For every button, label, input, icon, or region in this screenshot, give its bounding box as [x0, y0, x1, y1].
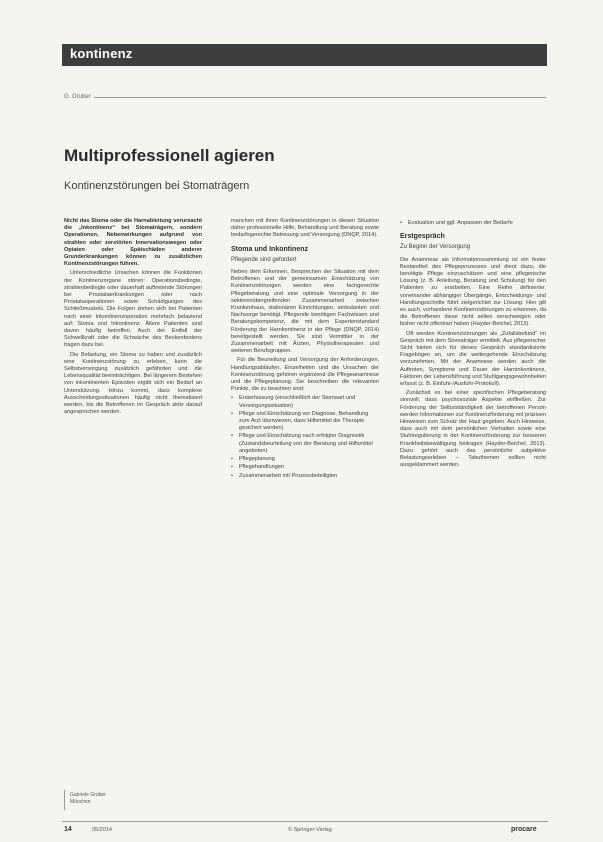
paragraph: Die Anamnese als Informationssammlung ist ein fester Bestandteil des Pflegeprozesses und dient dazu, die benötigte Pflege einzuschätzen und eine pflegerische Lösung (z. B. Anleitung, Beratung und Schulung) für den Patienten zu erarbeiten. Eine Reihe definierter, voneinander abhängiger Übergänge, Entscheidungs- und Handlungsschritte führt zielgerichtet zur Lösung. Hier gilt es auch, vorhandene Kontinenzstörungen zu erkennen, da die Betroffenen diese nicht selten verschweigen oder bisher nicht offenbart haben (Hayder-Beichel, 2013).	[400, 256, 546, 328]
list-item: • Pflege und Einschätzung vor Diagnose, Behandlung zum Arzt überwiesen, dass Hilfsmittel die Therapie gesichert werden)	[231, 411, 379, 433]
author-tag: G. Gruber	[64, 94, 91, 100]
bullet-list	[231, 395, 379, 479]
text-column-2	[231, 218, 379, 484]
article-title: Multiprofessionell agieren	[64, 146, 275, 165]
paragraph: manchen mit ihren Kontinenzstörungen in diesen Situation daher professionelle Hilfe, Behandlung und Beratung sowie bedarfsgerechte Betreuung und Versorgung (DNQP, 2014).	[231, 218, 379, 239]
journal-name: procare	[511, 826, 537, 833]
text-column-1	[64, 218, 202, 418]
issue-label: 05/2014	[92, 827, 112, 833]
section-heading: Stoma und Inkontinenz	[231, 245, 308, 253]
list-item: • Evaluation und ggf. Anpassen der Bedarfe	[400, 220, 546, 227]
section-subheading: Zu Beginn der Versorgung	[400, 244, 471, 251]
bullet-list	[400, 220, 546, 227]
author-place: München	[70, 798, 91, 805]
section-subheading: Pflegende sind gefordert	[231, 256, 297, 263]
paragraph: Für die Beurteilung und Versorgung der Anforderungen, Handlungsabläufen, Einzelheiten und die Ursachen der Kontinenzstörung gehören ergänzend die Pflegeanamnese und die Pflegeplanung. Sie beschreiben die relevanten Punkte, die zu beachten sind:	[231, 357, 379, 393]
publisher-label: © Springer-Verlag	[288, 827, 332, 833]
section-label: kontinenz	[70, 46, 133, 61]
lead-paragraph: Nicht das Stoma oder die Harnableitung verursacht die „Inkontinenz“ bei Stomaträgern, sondern Operationen, Nebenwirkungen aufgrund von strahlen oder zerstörten Innervationswegen oder Opiaten oder Spätschäden anderer Grunderkrankungen können zu zusätzlichen Kontinenzstörungen führen.	[64, 218, 202, 268]
list-item: • Ersterfassung (einschließlich der Stomaart und Versorgungssituation)	[231, 395, 379, 409]
paragraph: Oft werden Kontinenzstörungen als „Zufallsbefund“ im Gespräch mit dem Stomaträger ermittelt. Aus pflegerischer Sicht bieten sich für dieses Gespräch standardisierte Fragebögen an, um die weitergehende Einschätzung vorzunehmen. Mit der Anamnese werden auch die Auftreten, Symptome und Dauer der Harninkontinenz, Faktoren der Lebensführung und Stuhlgangsgewohnheiten erfasst (z. B. Einfuhr-/Ausfuhr-Protokoll).	[400, 330, 546, 388]
author-rule	[94, 97, 546, 98]
paragraph: Die Belastung, ein Stoma zu haben und zusätzlich eine Kontinenzstörung zu erleben, kann die Selbstversorgung zusätzlich gefährden und die Lebensqualität beeinträchtigen. Bei längerem Bestehen von inkontinenten Episoden ergibt sich ein Bedarf an Unterstützung. Hinzu kommt, dass komplexe Ausscheidungssituationen häufig nicht thematisiert werden, bis die Betroffenen im Gespräch aktiv darauf angesprochen werden.	[64, 351, 202, 416]
list-item: • Pflegeplanung	[231, 456, 379, 463]
paragraph: Neben dem Erkennen, Besprechen der Situation mit dem Betroffenen und der gemeinsamen Einschätzung von Kontinenzstörungen werden eine fachgerechte Pflegeberatung und eine optimale Versorgung in der sektorenübergreifenden Zusammenarbeit zwischen Krankenhaus, stationären Einrichtungen, ambulanten und Nachsorge benötigt. Pflegende benötigen Fachwissen und Beratungskompetenz, die mit dem Expertenstandard Förderung der Harnkontinenz in der Pflege (DNQP, 2014) bereitgestellt werden. Sie sind Vermittler in der Zusammenarbeit mit Ärzten, Physiotherapeuten und weiteren Berufsgruppen.	[231, 269, 379, 355]
text-column-3	[400, 218, 546, 472]
paragraph: Unterschiedliche Ursachen können die Funktionen der Kontinenzorgane stören: Operationsbedingte, strahlenbedingte oder dauerhaft auftretende Störungen bei Prostataerkrankungen oder nach Prostataoperationen sowie Schädigungen des Schließmuskels. Die Folgen ziehen sich bei Patienten nach einer Inkontinenzoperation mehrfach belastend auf: Stoma und Inkontinenz. Ältere Patienten sind davon häufig betroffen. Auch der Entfall der Schwellkraft oder die Schwäche des Beckenbodens tragen dazu bei.	[64, 270, 202, 349]
author-name: Gabriele Gruber	[70, 792, 106, 798]
article-subtitle: Kontinenzstörungen bei Stomaträgern	[64, 180, 250, 192]
list-item: • Pflegehandlungen	[231, 464, 379, 471]
section-heading: Erstgespräch	[400, 233, 445, 241]
footer-rule	[62, 821, 548, 822]
list-item: • Pflege und Einschätzung nach erfolgter Diagnostik (Zustandsbeurteilung von der Beratung und Hilfsmittel angeboten)	[231, 433, 379, 455]
list-item: • Zusammenarbeit mit Prozessbeteiligten	[231, 473, 379, 480]
author-photo-caption	[70, 792, 106, 805]
section-banner	[62, 44, 547, 66]
page-number: 14	[64, 826, 72, 833]
paragraph: Zunächsit es bei einer spezifischen Pflegeberatung sinnvoll, dass psychosoziale Aspekte einfließen. Zur Förderung der Selbstständigkeit der betroffenen Person werden Informationen zur Kontinenzförderung mit präzisen Hinweisen zum Schutz der Haut gegeben. Auch Hinweise, dass auch mit dem persönlichen Verhalten sowie eine Stuhlregulierung in der Kontinenzförderung zur besseren Krankheitsbewältigung beitragen (Hayder-Beichel, 2013). Dazu gehört auch das persönliche subjektive Belastungserleben – Tabuthemen sollten nicht ausgeklammert werden.	[400, 390, 546, 469]
